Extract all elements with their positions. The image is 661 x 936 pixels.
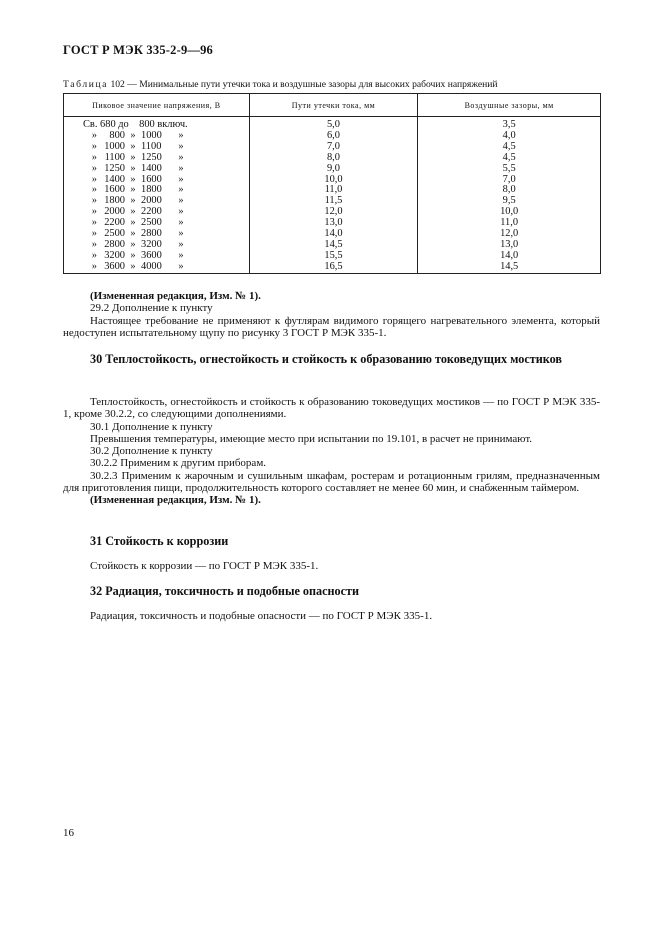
ditto-mark: » xyxy=(130,162,136,174)
ditto-mark: » xyxy=(178,184,184,196)
range-to: 2200 xyxy=(141,206,162,218)
ditto-mark: » xyxy=(130,260,136,272)
creepage-cell: 14,5 xyxy=(249,240,418,251)
range-to: 2800 xyxy=(141,228,162,240)
range-from: 1000 xyxy=(104,140,125,152)
clause-30-2-2: 30.2.2 Применим к другим приборам. xyxy=(90,457,267,470)
range-to: 3200 xyxy=(141,238,162,250)
ditto-mark: » xyxy=(178,228,184,240)
range-from: 1800 xyxy=(104,195,125,207)
range-to: 3600 xyxy=(141,249,162,261)
table-row xyxy=(64,164,601,175)
ditto-mark: » xyxy=(130,238,136,250)
range-from: 1400 xyxy=(104,173,125,185)
table-caption xyxy=(63,79,603,90)
clearance-cell: 5,5 xyxy=(418,164,601,175)
ditto-mark: » xyxy=(130,195,136,207)
ditto-mark: » xyxy=(178,217,184,229)
section-32-body xyxy=(63,610,600,622)
creepage-cell: 6,0 xyxy=(249,131,418,142)
ditto-mark: » xyxy=(91,129,97,141)
ditto-mark: » xyxy=(91,206,97,218)
range-to: 2000 xyxy=(141,195,162,207)
clearance-cell: 12,0 xyxy=(418,229,601,240)
clearance-cell: 4,5 xyxy=(418,142,601,153)
ditto-mark: » xyxy=(91,238,97,250)
voltage-table xyxy=(63,93,601,274)
range-prefix: Св. xyxy=(83,119,98,130)
amendment-note: (Измененная редакция, Изм. № 1). xyxy=(90,494,261,507)
clause-30-1: 30.1 Дополнение к пункту xyxy=(90,420,213,433)
range-to: 1250 xyxy=(141,151,162,163)
ditto-mark: » xyxy=(178,129,184,141)
block-29-2 xyxy=(63,290,600,339)
table-caption-text: — Минимальные пути утечки тока и воздушные зазоры для высоких рабочих напряжений xyxy=(127,79,498,90)
range-mid: до xyxy=(118,119,129,130)
range-from: 2000 xyxy=(104,206,125,218)
clearance-cell: 13,0 xyxy=(418,240,601,251)
ditto-mark: » xyxy=(130,129,136,141)
clause-29-2-text: Настоящее требование не применяют к футлярам видимого горящего нагревательного элемента, который недоступен испытательному щупу по рисунку 3 ГОСТ Р МЭК 335-1. xyxy=(63,314,600,339)
creepage-cell: 8,0 xyxy=(249,153,418,164)
clause-29-2: 29.2 Дополнение к пункту xyxy=(90,302,213,315)
section-32-heading: 32 Радиация, токсичность и подобные опасности xyxy=(90,584,360,598)
clearance-cell: 8,0 xyxy=(418,185,601,196)
clearance-cell: 9,5 xyxy=(418,196,601,207)
table-caption-number: 102 xyxy=(110,79,125,90)
clearance-cell: 7,0 xyxy=(418,175,601,186)
ditto-mark: » xyxy=(130,217,136,229)
table-header-row xyxy=(64,94,601,117)
ditto-mark: » xyxy=(91,249,97,261)
range-to: 1400 xyxy=(141,162,162,174)
document-header: ГОСТ Р МЭК 335-2-9—96 xyxy=(63,43,214,57)
clearance-cell: 4,5 xyxy=(418,153,601,164)
creepage-cell: 16,5 xyxy=(249,262,418,273)
range-from: 3200 xyxy=(104,249,125,261)
clearance-cell: 3,5 xyxy=(418,117,601,131)
section-31-text: Стойкость к коррозии — по ГОСТ Р МЭК 335-1. xyxy=(90,560,319,572)
creepage-cell: 11,5 xyxy=(249,196,418,207)
ditto-mark: » xyxy=(130,228,136,240)
creepage-cell: 11,0 xyxy=(249,185,418,196)
range-to: 1000 xyxy=(141,129,162,141)
creepage-cell: 5,0 xyxy=(249,117,418,131)
section-30-body xyxy=(63,396,600,507)
range-from: 1250 xyxy=(104,162,125,174)
section-31-body xyxy=(63,560,600,572)
range-from: 3600 xyxy=(104,260,125,272)
ditto-mark: » xyxy=(130,184,136,196)
column-header-clearance: Воздушные зазоры, мм xyxy=(418,94,601,117)
section-30-heading: 30 Теплостойкость, огнестойкость и стойкость к образованию токоведущих мостиков xyxy=(90,352,562,366)
table-caption-label: Таблица xyxy=(63,79,109,90)
clause-30-2: 30.2 Дополнение к пункту xyxy=(90,445,213,458)
section-32-text: Радиация, токсичность и подобные опасности — по ГОСТ Р МЭК 335-1. xyxy=(90,610,433,622)
creepage-cell: 15,5 xyxy=(249,251,418,262)
ditto-mark: » xyxy=(178,260,184,272)
voltage-range-cell xyxy=(64,262,250,273)
range-from: 1100 xyxy=(104,151,125,163)
range-to: 1800 xyxy=(141,184,162,196)
ditto-mark: » xyxy=(130,151,136,163)
clearance-cell: 4,0 xyxy=(418,131,601,142)
range-to: 800 xyxy=(139,119,155,130)
section-31-heading: 31 Стойкость к коррозии xyxy=(90,534,229,548)
range-to: 2500 xyxy=(141,217,162,229)
creepage-cell: 9,0 xyxy=(249,164,418,175)
ditto-mark: » xyxy=(178,238,184,250)
clause-30-2-3: 30.2.3 Применим к жарочным и сушильным шкафам, ростерам и ротационным грилям, предназначенным для приготовления пищи, продолжительность которого составляет не менее 60 мин, и снабженным таймером. xyxy=(63,469,600,495)
creepage-cell: 10,0 xyxy=(249,175,418,186)
range-from: 2500 xyxy=(104,228,125,240)
ditto-mark: » xyxy=(91,228,97,240)
ditto-mark: » xyxy=(130,249,136,261)
range-to: 4000 xyxy=(141,260,162,272)
range-suffix: включ. xyxy=(157,119,188,130)
ditto-mark: » xyxy=(91,195,97,207)
ditto-mark: » xyxy=(91,140,97,152)
page-number: 16 xyxy=(63,827,74,839)
ditto-mark: » xyxy=(130,173,136,185)
ditto-mark: » xyxy=(178,249,184,261)
clearance-cell: 14,0 xyxy=(418,251,601,262)
ditto-mark: » xyxy=(91,184,97,196)
clearance-cell: 10,0 xyxy=(418,207,601,218)
ditto-mark: » xyxy=(178,206,184,218)
ditto-mark: » xyxy=(178,151,184,163)
range-to: 1100 xyxy=(141,140,162,152)
table-row xyxy=(64,117,601,131)
table-row xyxy=(64,262,601,273)
ditto-mark: » xyxy=(178,173,184,185)
table-row xyxy=(64,153,601,164)
ditto-mark: » xyxy=(178,195,184,207)
ditto-mark: » xyxy=(130,140,136,152)
range-from: 2800 xyxy=(104,238,125,250)
column-header-voltage: Пиковое значение напряжения, В xyxy=(64,94,250,117)
range-to: 1600 xyxy=(141,173,162,185)
ditto-mark: » xyxy=(91,217,97,229)
ditto-mark: » xyxy=(91,162,97,174)
ditto-mark: » xyxy=(130,206,136,218)
creepage-cell: 7,0 xyxy=(249,142,418,153)
amendment-note: (Измененная редакция, Изм. № 1). xyxy=(90,290,261,302)
creepage-cell: 14,0 xyxy=(249,229,418,240)
voltage-range-cell xyxy=(64,117,250,131)
range-from: 2200 xyxy=(104,217,125,229)
clearance-cell: 11,0 xyxy=(418,218,601,229)
creepage-cell: 13,0 xyxy=(249,218,418,229)
range-from: 680 xyxy=(100,119,116,130)
ditto-mark: » xyxy=(178,140,184,152)
ditto-mark: » xyxy=(91,173,97,185)
clearance-cell: 14,5 xyxy=(418,262,601,273)
range-from: 800 xyxy=(109,129,125,141)
ditto-mark: » xyxy=(91,151,97,163)
section-30-intro: Теплостойкость, огнестойкость и стойкость к образованию токоведущих мостиков — по ГОСТ Р МЭК 335-1, кроме 30.2.2, со следующими дополнениями. xyxy=(63,396,600,421)
ditto-mark: » xyxy=(91,260,97,272)
voltage-range-cell xyxy=(64,153,250,164)
creepage-cell: 12,0 xyxy=(249,207,418,218)
column-header-creepage: Пути утечки тока, мм xyxy=(249,94,418,117)
voltage-range-cell xyxy=(64,164,250,175)
range-from: 1600 xyxy=(104,184,125,196)
ditto-mark: » xyxy=(178,162,184,174)
clause-30-1-text: Превышения температуры, имеющие место при испытании по 19.101, в расчет не принимают. xyxy=(90,432,533,445)
